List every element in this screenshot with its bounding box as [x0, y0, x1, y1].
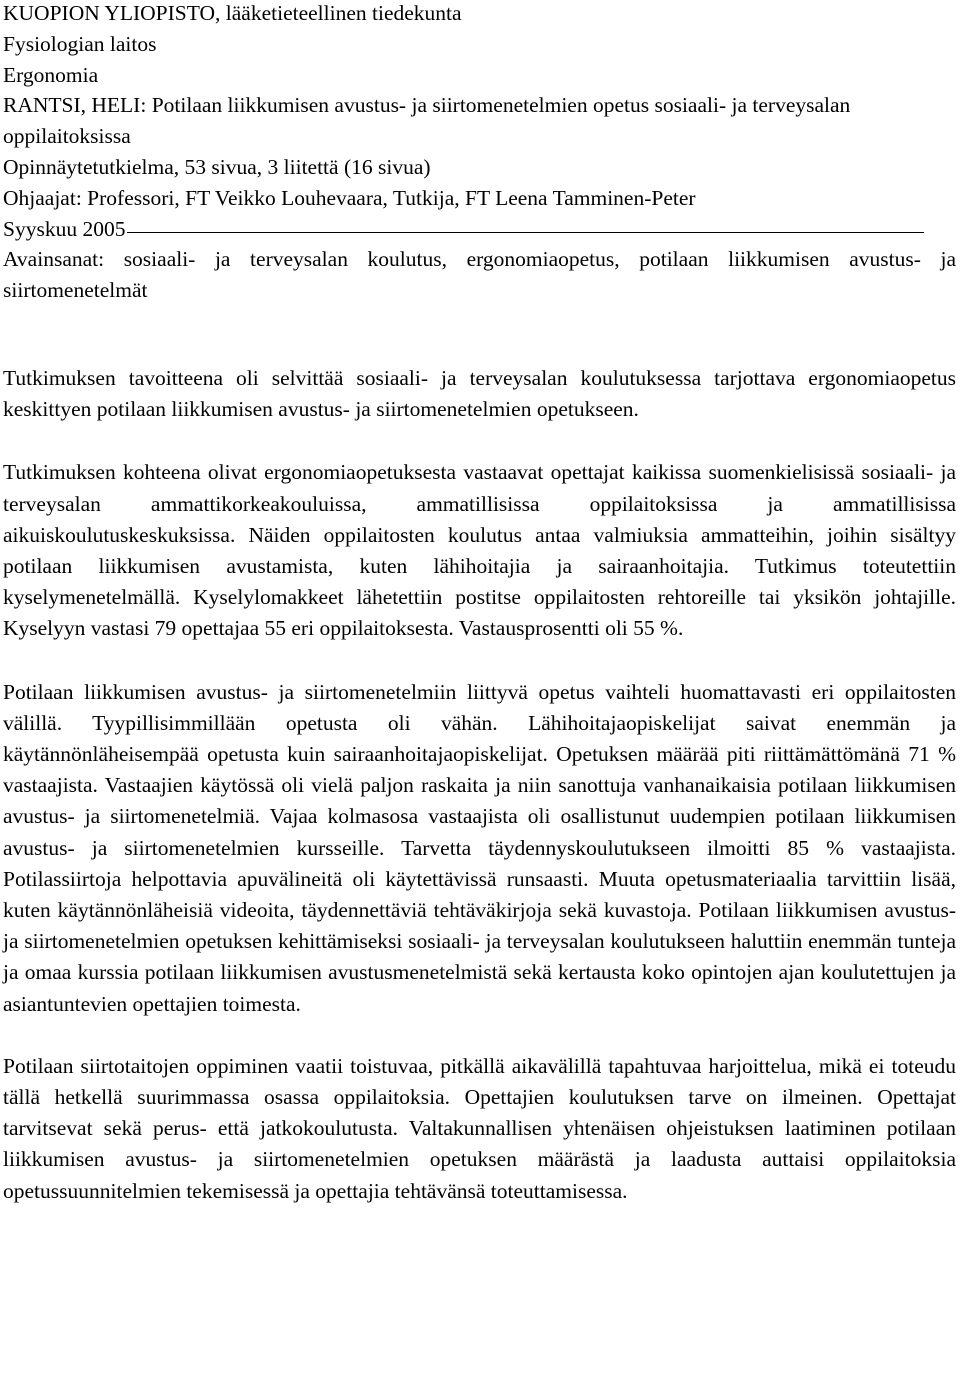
abstract-paragraph-1: Tutkimuksen tavoitteena oli selvittää sosiaali- ja terveysalan koulutuksessa tarjottava ergonomiaopetus keskittyen potilaan liikkumisen avustus- ja siirtomenetelmien opetukseen.: [3, 365, 956, 422]
university-line: KUOPION YLIOPISTO, lääketieteellinen tiedekunta: [3, 1, 462, 25]
abstract-header: [3, 0, 956, 306]
abstract-paragraph-2: Tutkimuksen kohteena olivat ergonomiaopetuksesta vastaavat opettajat kaikissa suomenkielisissä sosiaali- ja terveysalan ammattikorkeakouluissa, ammatillisissa oppilaitoksissa ja ammatillisissa aikuiskoulutuskeskuksissa. Näiden oppilaitosten koulutus antaa valmiuksia ammatteihin, joihin sisältyy potilaan liikkumisen avustamista, kuten lähihoitajia ja sairaanhoitajia. Tutkimus toteutettiin kyselymenetelmällä. Kyselylomakkeet lähetettiin postitse oppilaitosten rehtoreille tai yksikön johtajille. Kyselyyn vastasi 79 opettajaa 55 eri oppilaitoksesta. Vastausprosentti oli 55 %.: [3, 460, 956, 641]
abstract-paragraph-4: Potilaan siirtotaitojen oppiminen vaatii toistuvaa, pitkällä aikavälillä tapahtuvaa harjoittelua, mikä ei toteudu tällä hetkellä suurimmassa osassa oppilaitoksia. Opettajien koulutuksen tarve on ilmeinen. Opettajat tarvitsevat sekä perus- että jatkokoulutusta. Valtakunnallisen yhtenäisen ohjeistuksen laatiminen potilaan liikkumisen avustus- ja siirtomenetelmien opetuksen määrästä ja laadusta auttaisi oppilaitoksia opetussuunnitelmien tekemisessä ja opettajia tehtävänsä toteuttamisessa.: [3, 1053, 956, 1203]
date-underline: [127, 232, 924, 233]
thesis-info-line: Opinnäytetutkielma, 53 sivua, 3 liitettä (16 sivua): [3, 154, 431, 179]
date-line: [3, 214, 956, 245]
abstract-paragraph-3: Potilaan liikkumisen avustus- ja siirtomenetelmiin liittyvä opetus vaihteli huomattavasti eri oppilaitosten välillä. Tyypillisimmillään opetusta oli vähän. Lähihoitajaopiskelijat saivat enemmän ja käytännönläheisempää opetusta kuin sairaanhoitajaopiskelijat. Opetuksen määrää piti riittämättömänä 71 % vastaajista. Vastaajien käytössä oli vielä paljon raskaita ja niin sanottuja vanhanaikaisia potilaan liikkumisen avustus- ja siirtomenetelmiä. Vajaa kolmasosa vastaajista oli osallistunut uudempien potilaan liikkumisen avustus- ja siirtomenetelmien kursseille. Tarvetta täydennyskoulutukseen ilmoitti 85 % vastaajista. Potilassiirtoja helpottavia apuvälineitä oli käytettävissä runsaasti. Muuta opetusmateriaalia tarvittiin lisää, kuten käytännönläheisiä videoita, täydennettäviä tehtäväkirjoja sekä kuvastoja. Potilaan liikkumisen avustus- ja siirtomenetelmien opetuksen kehittämiseksi sosiaali- ja terveysalan koulutukseen haluttiin enemmän tunteja ja omaa kurssia potilaan liikkumisen avustusmenetelmistä sekä kertausta koko opintojen ajan koulutettujen ja asiantuntevien opettajien toimesta.: [3, 679, 956, 1016]
supervisors-line: Ohjaajat: Professori, FT Veikko Louhevaara, Tutkija, FT Leena Tamminen-Peter: [3, 185, 696, 210]
date-text: Syyskuu 2005: [3, 216, 126, 241]
abstract-body: [3, 363, 956, 1207]
keywords-line: Avainsanat: sosiaali- ja terveysalan koulutus, ergonomiaopetus, potilaan liikkumisen avustus- ja siirtomenetelmät: [3, 247, 956, 303]
subject-line: Ergonomia: [3, 62, 99, 87]
author-title-line: RANTSI, HELI: Potilaan liikkumisen avustus- ja siirtomenetelmien opetus sosiaali- ja terveysalan oppilaitoksissa: [3, 93, 851, 149]
department-line: Fysiologian laitos: [3, 31, 157, 56]
